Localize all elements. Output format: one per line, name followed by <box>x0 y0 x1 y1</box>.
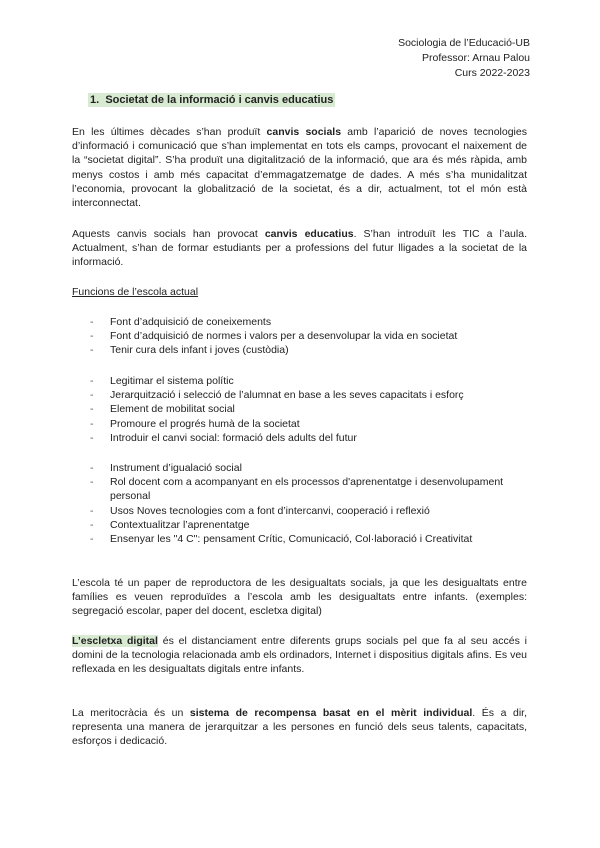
list-item <box>72 532 532 546</box>
bullet-dash: - <box>90 375 94 387</box>
bullet-dash: - <box>90 344 94 357</box>
bullet-dash: - <box>90 533 94 546</box>
bullet-dash: - <box>90 462 94 474</box>
bold-term: sistema de recompensa basat en el mèrit individual <box>189 707 473 719</box>
paragraph-text: . És a dir, representa una manera de jerarquitzar a les persones en funció dels seus talents, capacitats, esforços i dedicació. <box>72 707 527 748</box>
paragraph-text: és el distanciament entre diferents grups socials pel que fa al seu accés i domini de la tecnologia relacionada amb els ordinadors, Internet i dispositius digitals afins. Es veu reflexada en les desigualtats digitals entre infants. <box>72 635 527 676</box>
paragraph-meritocracy <box>72 706 527 749</box>
paragraph-digital-gap <box>72 634 527 677</box>
list-item-text: Ensenyar les "4 C": pensament Crític, Comunicació, Col·laboració i Creativitat <box>110 533 473 546</box>
list-item <box>72 518 532 532</box>
list-item-text: Font d’adquisició de normes i valors per a desenvolupar la vida en societat <box>110 330 458 343</box>
bullet-dash: - <box>90 504 94 517</box>
paragraph-text: amb l’aparició de noves tecnologies d’informació i comunicació que s’han implementat en tots els camps, provocant el naixement de la “societat digital”. S’ha produït una digitalització de la informació, que ara és més ràpida, amb menys costos i amb més capacitat d’emmagatzematge de dades. A més s’ha munidalitzat l’economia, provocant la globalització de la societat, és a dir, actualment, tot el món està interconnectat. <box>72 126 527 210</box>
list-item-text: Jerarquització i selecció de l’alumnat en base a les seves capacitats i esforç <box>110 389 464 402</box>
section-number: 1. <box>90 94 100 106</box>
functions-subtitle: Funcions de l’escola actual <box>72 286 199 298</box>
bullet-dash: - <box>90 431 94 444</box>
bullet-dash: - <box>90 518 94 531</box>
functions-list-1 <box>72 315 532 358</box>
list-item-text: Font d’adquisició de coneixements <box>110 316 272 328</box>
bullet-dash: - <box>90 403 94 416</box>
paragraph-educational-changes <box>72 227 527 270</box>
list-item-text: Rol docent com a acompanyant en els processos d'aprenentatge i desenvolupament personal <box>110 476 504 503</box>
list-item <box>72 475 532 503</box>
list-item-text: Introduir el canvi social: formació dels adults del futur <box>110 431 357 444</box>
list-item-text: Promoure el progrés humà de la societat <box>110 417 300 430</box>
paragraph-text: . S’han introduït les TIC a l’aula. Actualment, s’han de formar estudiants per a professions del futur lligades a la societat de la informació. <box>72 228 527 269</box>
section-heading-highlight <box>88 93 335 107</box>
list-item <box>72 315 532 329</box>
functions-list-3 <box>72 461 532 546</box>
paragraph-text: La meritocràcia és un <box>72 707 190 719</box>
section-title: Societat de la informació i canvis educatius <box>105 94 334 106</box>
header-course: Sociologia de l’Educació-UB <box>398 37 530 49</box>
list-item <box>72 461 532 475</box>
functions-list-2 <box>72 374 532 445</box>
list-item <box>72 329 532 343</box>
list-item <box>72 417 532 431</box>
bullet-dash: - <box>90 389 94 402</box>
section-heading <box>88 94 335 106</box>
list-item <box>72 504 532 518</box>
bullet-dash: - <box>90 316 94 328</box>
list-item-text: Tenir cura dels infant i joves (custòdia) <box>110 344 289 357</box>
bullet-dash: - <box>90 417 94 430</box>
bullet-dash: - <box>90 476 94 489</box>
paragraph-social-changes <box>72 125 527 210</box>
list-item <box>72 343 532 357</box>
paragraph-school-inequality: L’escola té un paper de reproductora de les desigualtats socials, ja que les desigualtats entre famílies es veuen reproduïdes a l’escola amb les desigualtats entre infants. (exemples: segregació escolar, paper del docent, escletxa digital) <box>72 577 527 618</box>
list-item <box>72 388 532 402</box>
list-item <box>72 431 532 445</box>
list-item-text: Instrument d’igualació social <box>110 462 242 474</box>
list-item-text: Legitimar el sistema polític <box>110 375 234 387</box>
list-item-text: Contextualitzar l’aprenentatge <box>110 518 250 531</box>
paragraph-text: Aquests canvis socials han provocat <box>72 228 265 240</box>
list-item-text: Element de mobilitat social <box>110 403 235 416</box>
document-header <box>398 36 530 81</box>
bold-term: canvis socials <box>266 126 342 138</box>
list-item <box>72 402 532 416</box>
paragraph-text: En les últimes dècades s’han produït <box>72 126 267 138</box>
bold-term: canvis educatius <box>264 228 354 240</box>
list-item <box>72 374 532 388</box>
header-year: Curs 2022-2023 <box>454 67 530 79</box>
bullet-dash: - <box>90 330 94 343</box>
list-item-text: Usos Noves tecnologies com a font d’intercanvi, cooperació i reflexió <box>110 504 430 517</box>
bold-term-highlight: L’escletxa digital <box>72 635 158 647</box>
header-professor: Professor: Arnau Palou <box>422 52 530 64</box>
